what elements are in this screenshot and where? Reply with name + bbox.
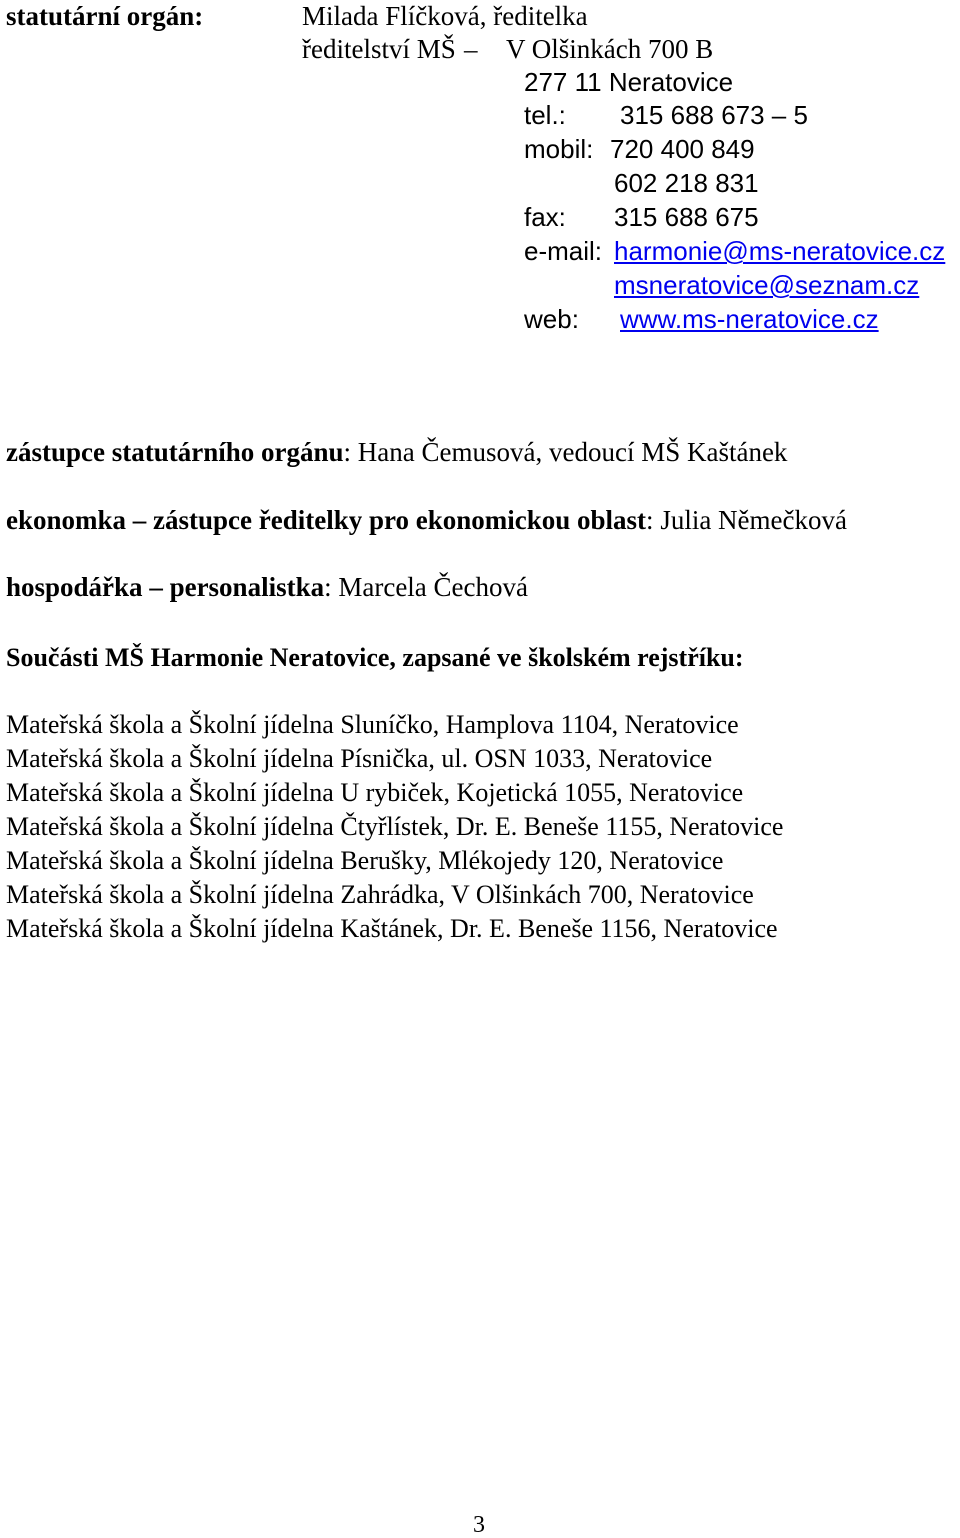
mobile-label: mobil: xyxy=(524,134,594,164)
hr-label-a: hospodářka xyxy=(6,572,143,602)
mobile-value-1: 720 400 849 xyxy=(610,134,755,164)
directorate-dash: – xyxy=(464,34,478,64)
economist-colon: : xyxy=(646,505,654,535)
list-item: Mateřská škola a Školní jídelna Písnička, ul. OSN 1033, Neratovice xyxy=(6,744,713,773)
directorate-label: ředitelství MŠ xyxy=(302,34,456,64)
economist-value: Julia Němečková xyxy=(660,505,847,535)
economist-label-a: ekonomka xyxy=(6,505,127,535)
deputy-colon: : xyxy=(343,437,352,467)
hr-label-b: personalistka xyxy=(169,572,325,602)
email-link-seznam[interactable]: msneratovice@seznam.cz xyxy=(614,270,920,300)
directorate-address: V Olšinkách 700 B xyxy=(506,34,714,64)
deputy-value: Hana Čemusová, vedoucí MŠ Kaštánek xyxy=(357,437,788,467)
list-item: Mateřská škola a Školní jídelna Kaštánek, Dr. E. Beneše 1156, Neratovice xyxy=(6,914,778,943)
deputy-label: zástupce statutárního orgánu xyxy=(6,437,344,467)
components-heading: Součásti MŠ Harmonie Neratovice, zapsané ve školském rejstříku: xyxy=(6,643,744,672)
hr-dash: – xyxy=(149,572,163,602)
deputy-line xyxy=(6,439,787,466)
fax-value: 315 688 675 xyxy=(614,202,759,232)
hr-line xyxy=(6,574,528,601)
hr-value: Marcela Čechová xyxy=(338,572,529,602)
city-line: 277 11 Neratovice xyxy=(524,67,734,97)
list-item: Mateřská škola a Školní jídelna Sluníčko, Hamplova 1104, Neratovice xyxy=(6,710,739,739)
statutory-label: statutární orgán: xyxy=(6,1,204,31)
page-number: 3 xyxy=(473,1512,485,1538)
list-item: Mateřská škola a Školní jídelna U rybiček, Kojetická 1055, Neratovice xyxy=(6,778,744,807)
email-label: e-mail: xyxy=(524,236,603,266)
list-item: Mateřská škola a Školní jídelna Berušky, Mlékojedy 120, Neratovice xyxy=(6,846,724,875)
tel-value: 315 688 673 – 5 xyxy=(620,100,808,130)
economist-dash: – xyxy=(132,505,147,535)
mobile-value-2: 602 218 831 xyxy=(614,168,759,198)
web-label: web: xyxy=(524,304,579,334)
tel-label: tel.: xyxy=(524,100,566,130)
economist-label-b: zástupce ředitelky pro ekonomickou oblast xyxy=(153,505,647,535)
web-link[interactable]: www.ms-neratovice.cz xyxy=(620,304,879,334)
email-link-harmonie[interactable]: harmonie@ms-neratovice.cz xyxy=(614,236,946,266)
list-item: Mateřská škola a Školní jídelna Zahrádka, V Olšinkách 700, Neratovice xyxy=(6,880,754,909)
hr-colon: : xyxy=(324,572,332,602)
list-item: Mateřská škola a Školní jídelna Čtyřlístek, Dr. E. Beneše 1155, Neratovice xyxy=(6,812,784,841)
economist-line xyxy=(6,507,847,534)
fax-label: fax: xyxy=(524,202,566,232)
director-line: Milada Flíčková, ředitelka xyxy=(302,1,588,31)
